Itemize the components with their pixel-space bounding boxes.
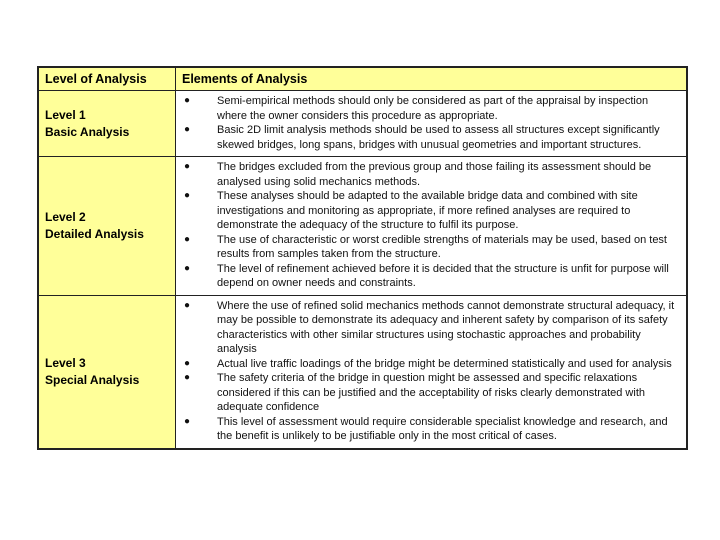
bullet-icon: ● [184,190,191,201]
header-level: Level of Analysis [38,67,176,91]
level-cell [38,91,176,157]
list-item: ● This level of assessment would require considerable specialist knowledge and research, and the benefit is unlikely to be justifiable only in the most critical of cases. [180,415,680,444]
level-name: Detailed Analysis [45,226,144,241]
bullet-icon: ● [184,357,191,369]
list-item: ● Semi-empirical methods should only be considered as part of the appraisal by inspection where the owner considers this procedure as appropriate. [180,94,680,123]
elements-cell [176,91,688,157]
elements-cell [176,295,688,449]
bullet-icon: ● [184,233,191,245]
bullet-icon: ● [184,372,191,383]
bullet-icon: ● [184,161,191,172]
level-name: Basic Analysis [45,124,130,139]
bullet-icon: ● [184,299,191,311]
list-item: ● Basic 2D limit analysis methods should be used to assess all structures except significantly skewed bridges, long spans, bridges with unusual geometries and important structures. [180,123,680,152]
list-item: ● The level of refinement achieved before it is decided that the structure is unfit for purpose will depend on owner needs and constraints. [180,262,680,291]
table-row [38,157,687,296]
level-cell [38,295,176,449]
table-row [38,91,687,157]
header-elements: Elements of Analysis [176,67,688,91]
list-item: ● The bridges excluded from the previous group and those failing its assessment should be analysed using solid mechanics methods. [180,160,680,189]
bullet-icon: ● [184,262,191,274]
level-number: Level 3 [45,355,86,370]
bullet-icon: ● [184,124,191,135]
list-item: ● The use of characteristic or worst credible strengths of materials may be used, based on test results from samples taken from the structure. [180,233,680,262]
level-number: Level 1 [45,107,86,122]
level-name: Special Analysis [45,372,140,387]
list-item: ● These analyses should be adapted to the available bridge data and combined with site investigations and monitoring as appropriate, if more refined analyses are required to demonstrate the adequacy of the structure to fulfil its purpose. [180,189,680,233]
list-item: ● Actual live traffic loadings of the bridge might be determined statistically and used for analysis [180,357,680,372]
bullet-icon: ● [184,415,191,427]
header-row [38,67,687,91]
table-row [38,295,687,449]
analysis-levels-table [37,66,688,450]
level-cell [38,157,176,296]
level-number: Level 2 [45,209,86,224]
list-item: ● Where the use of refined solid mechanics methods cannot demonstrate structural adequacy, it may be possible to demonstrate its adequacy and inherent safety by comparison of its safety characteristics with other similar structures using stochastic approaches and probability analysis [180,299,680,357]
list-item: ● The safety criteria of the bridge in question might be assessed and specific relaxations considered if this can be justified and the acceptability of risks clearly demonstrated with adequate confidence [180,371,680,415]
bullet-icon: ● [184,95,191,106]
elements-cell [176,157,688,296]
